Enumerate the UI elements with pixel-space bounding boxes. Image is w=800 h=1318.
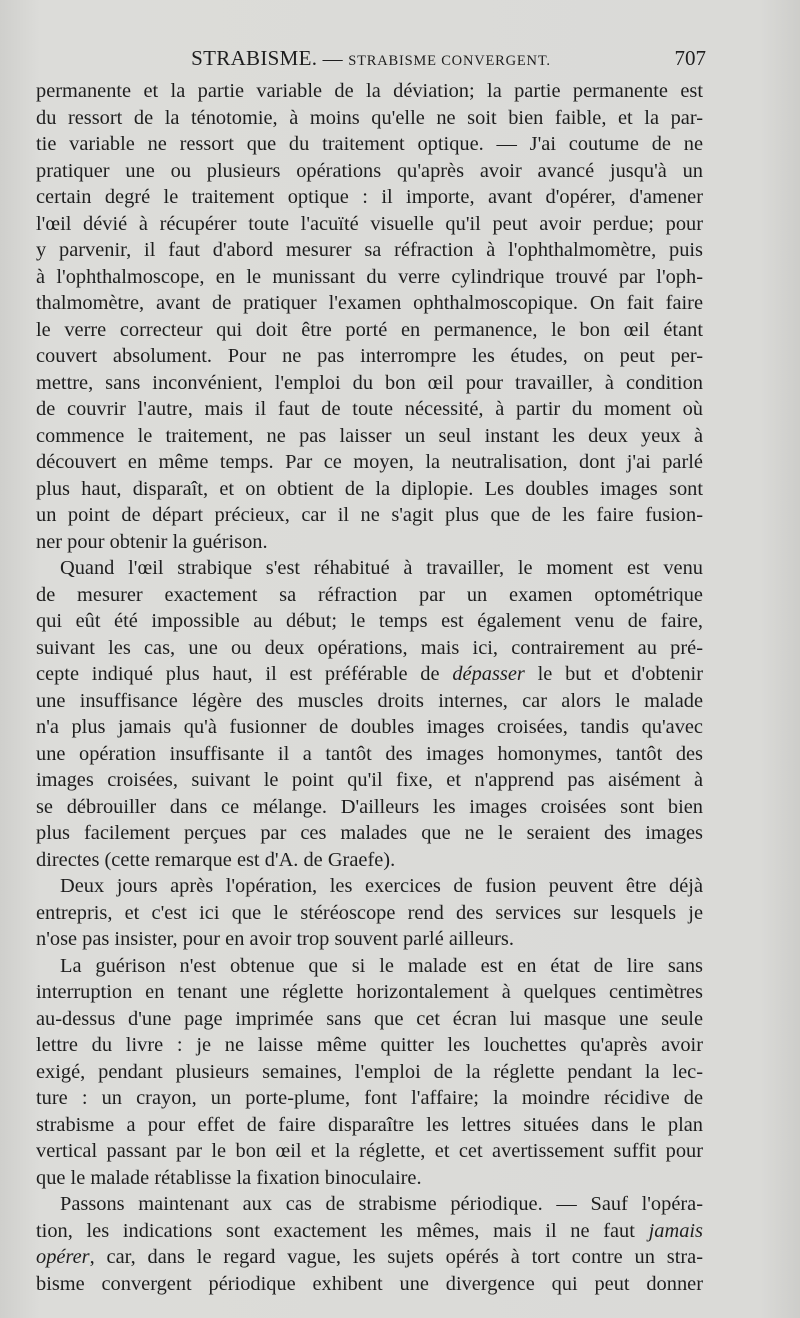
title-sub: STRABISME CONVERGENT.	[348, 53, 551, 69]
text-line: une opération insuffisante il a tantôt des images homonymes, tantôt des	[36, 742, 703, 765]
text-line: de couvrir l'autre, mais il faut de toute nécessité, à partir du moment où	[36, 398, 703, 420]
text-line-emphasis	[36, 661, 703, 688]
emphasis-word: opérer	[36, 1246, 90, 1268]
text-line: ner pour obtenir la guérison.	[36, 530, 268, 553]
text-line: se débrouiller dans ce mélange. D'ailleurs les images croisées sont bien	[36, 795, 703, 818]
running-header	[36, 44, 706, 74]
emphasis-word: dépasser	[452, 663, 525, 685]
text-line: du ressort de la ténotomie, à moins qu'elle ne soit bien faible, et la par-	[36, 106, 703, 129]
text-line: Deux jours après l'opération, les exercices de fusion peuvent être déjà	[60, 875, 703, 897]
paragraph-5	[36, 1191, 703, 1297]
text-line: le verre correcteur qui doit être porté en permanence, le bon œil étant	[36, 318, 703, 341]
title-main: STRABISME.	[191, 46, 318, 70]
text-line: exigé, pendant plusieurs semaines, l'emploi de la réglette pendant la lec-	[36, 1060, 703, 1083]
paragraph-1	[36, 78, 703, 555]
text-line: plus haut, disparaît, et on obtient de la diplopie. Les doubles images sont	[36, 477, 703, 500]
text-line: découvert en même temps. Par ce moyen, la neutralisation, dont j'ai parlé	[36, 451, 703, 473]
text-line: tie variable ne ressort que du traitement optique. — J'ai coutume de ne	[36, 133, 703, 155]
text-line: lettre du livre : je ne laisse même quitter les louchettes qu'après avoir	[36, 1034, 703, 1056]
text-line: n'a plus jamais qu'à fusionner de doubles images croisées, tandis qu'avec	[36, 716, 703, 738]
body-text	[36, 78, 703, 1297]
text-line: l'œil dévié à récupérer toute l'acuïté visuelle qu'il peut avoir perdue; pour	[36, 212, 703, 235]
page-number: 707	[674, 46, 706, 70]
text-line: directes (cette remarque est d'A. de Graefe).	[36, 848, 396, 871]
text-segment: tion, les indications sont exactement les mêmes, mais il ne faut	[36, 1219, 649, 1242]
text-line: thalmomètre, avant de pratiquer l'examen ophthalmoscopique. On fait faire	[36, 292, 703, 314]
text-line: permanente et la partie variable de la déviation; la partie permanente est	[36, 80, 703, 102]
text-line: y parvenir, il faut d'abord mesurer sa réfraction à l'ophthalmomètre, puis	[36, 239, 703, 261]
text-line: commence le traitement, ne pas laisser un seul instant les deux yeux à	[36, 424, 703, 447]
text-line: interruption en tenant une réglette horizontalement à quelques centimètres	[36, 981, 703, 1003]
text-segment: cepte indiqué plus haut, il est préférable de	[36, 663, 453, 685]
text-line: ture : un crayon, un porte-plume, font l'affaire; la moindre récidive de	[36, 1087, 703, 1109]
text-line: n'ose pas insister, pour en avoir trop souvent parlé ailleurs.	[36, 928, 514, 950]
text-line: pratiquer une ou plusieurs opérations qu'après avoir avancé jusqu'à un	[36, 159, 703, 182]
running-title	[36, 46, 706, 71]
text-line-emphasis	[36, 1218, 703, 1245]
text-line: que le malade rétablisse la fixation binoculaire.	[36, 1166, 422, 1189]
text-line: strabisme a pour effet de faire disparaître les lettres situées dans le plan	[36, 1113, 703, 1136]
text-line: à l'ophthalmoscope, en le munissant du verre cylindrique trouvé par l'oph-	[36, 265, 703, 288]
text-line: Quand l'œil strabique s'est réhabitué à travailler, le moment est venu	[60, 557, 703, 579]
text-line: plus facilement perçues par ces malades que ne le seraient des images	[36, 822, 703, 844]
text-line: vertical passant par le bon œil et la réglette, et cet avertissement suffit pour	[36, 1140, 703, 1162]
emphasis-word: jamais	[648, 1219, 703, 1242]
text-line-emphasis	[36, 1244, 703, 1271]
text-line: couvert absolument. Pour ne pas interrompre les études, on peut per-	[36, 345, 703, 367]
text-line: au-dessus d'une page imprimée sans que cet écran lui masque une seule	[36, 1007, 703, 1030]
text-line: suivant les cas, une ou deux opérations, mais ici, contrairement au pré-	[36, 636, 703, 659]
text-line: entrepris, et c'est ici que le stéréoscope rend des services sur lesquels je	[36, 901, 703, 924]
paragraph-2	[36, 555, 703, 873]
text-line: de mesurer exactement sa réfraction par un examen optométrique	[36, 583, 703, 606]
text-line: bisme convergent périodique exhibent une divergence qui peut donner	[36, 1272, 703, 1295]
text-segment: , car, dans le regard vague, les sujets opérés à tort contre un stra-	[89, 1246, 703, 1268]
text-line: une insuffisance légère des muscles droits internes, car alors le malade	[36, 689, 703, 712]
title-dash: —	[322, 48, 343, 70]
paragraph-4	[36, 953, 703, 1192]
text-line: images croisées, suivant le point qu'il fixe, et n'apprend pas aisément à	[36, 769, 703, 791]
paragraph-3	[36, 873, 703, 953]
text-line: certain degré le traitement optique : il importe, avant d'opérer, d'amener	[36, 186, 703, 208]
text-segment: le but et d'obtenir	[524, 663, 703, 685]
text-line: mettre, sans inconvénient, l'emploi du bon œil pour travailler, à condition	[36, 371, 703, 394]
text-line: un point de départ précieux, car il ne s'agit plus que de les faire fusion-	[36, 504, 703, 526]
text-line: Passons maintenant aux cas de strabisme périodique. — Sauf l'opéra-	[60, 1193, 703, 1215]
text-line: qui eût été impossible au début; le temps est également venu de faire,	[36, 610, 703, 632]
text-line: La guérison n'est obtenue que si le malade est en état de lire sans	[60, 954, 703, 977]
